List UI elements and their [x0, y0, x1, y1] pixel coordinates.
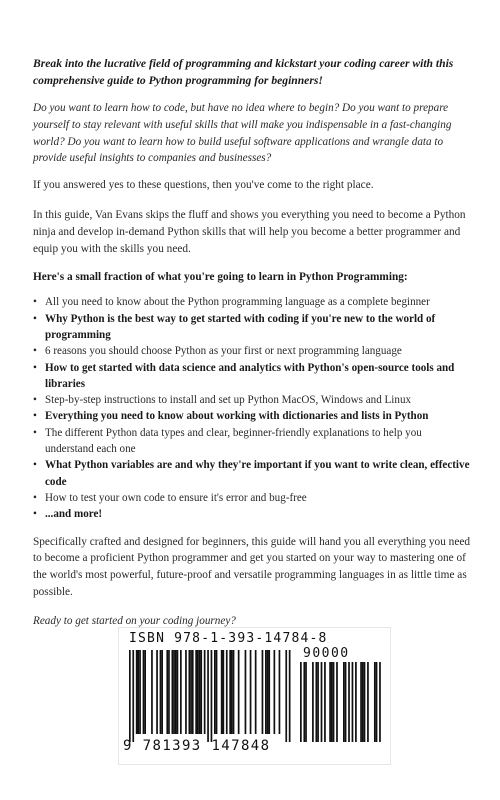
- barcode-bar: [250, 650, 252, 734]
- addon-bar: [317, 662, 319, 742]
- addon-bar: [374, 662, 376, 742]
- bullet-icon: •: [33, 491, 37, 504]
- barcode-bar: [226, 650, 228, 734]
- barcode-bar: [207, 650, 209, 742]
- feature-list-item-text: What Python variables are and why they're important if you want to write clean, effective code: [45, 459, 470, 488]
- barcode-bar: [255, 650, 257, 734]
- feature-list-item-text: Everything you need to know about working with dictionaries and lists in Python: [45, 410, 429, 423]
- addon-bar: [312, 662, 314, 742]
- addon-bar: [367, 662, 369, 742]
- addon-barcode-bars: [300, 662, 382, 742]
- addon-bar: [379, 662, 381, 742]
- answered-paragraph: If you answered yes to these questions, then you've come to the right place.: [33, 179, 374, 192]
- feature-list-item: [33, 490, 470, 506]
- addon-bar: [355, 662, 357, 742]
- bullet-icon: •: [33, 296, 37, 309]
- addon-bar: [315, 662, 317, 742]
- barcode-bar: [190, 650, 192, 734]
- barcode-bar: [223, 650, 225, 734]
- feature-list-item: [33, 294, 470, 310]
- ean-digits: 9 781393 147848: [123, 738, 271, 754]
- barcode-bar: [156, 650, 158, 734]
- barcode-bar: [267, 650, 269, 734]
- bullet-icon: •: [33, 345, 37, 358]
- addon-bar: [331, 662, 333, 742]
- addon-bar: [336, 662, 338, 742]
- bullet-icon: •: [33, 410, 37, 423]
- feature-list: [33, 294, 470, 522]
- barcode-bar: [177, 650, 179, 734]
- barcode-bar: [172, 650, 174, 734]
- barcode-bar: [216, 650, 218, 734]
- addon-bar: [305, 662, 307, 742]
- bullet-icon: •: [33, 508, 37, 521]
- addon-bar: [376, 662, 378, 742]
- feature-list-item: [33, 425, 470, 458]
- addon-bar: [362, 662, 364, 742]
- barcode-bar: [160, 650, 162, 734]
- barcode-bar: [168, 650, 170, 734]
- bullet-icon: •: [33, 459, 37, 472]
- addon-bar: [324, 662, 326, 742]
- barcode-bar: [233, 650, 235, 734]
- barcode-bar: [265, 650, 267, 734]
- feature-list-item-text: How to get started with data science and analytics with Python's open-source tools and libraries: [45, 361, 455, 390]
- barcode-bar: [136, 650, 138, 734]
- addon-bar: [300, 662, 302, 742]
- feature-list-item-text: All you need to know about the Python programming language as a complete beginner: [45, 296, 430, 309]
- barcode-bar: [289, 650, 291, 742]
- addon-bar: [329, 662, 331, 742]
- closing-question: Ready to get started on your coding journey?: [33, 614, 236, 627]
- barcode-bar: [144, 650, 146, 734]
- bullet-icon: •: [33, 361, 37, 374]
- addon-bar: [352, 662, 354, 742]
- ean13-barcode-bars: [129, 650, 297, 742]
- feature-list-item: [33, 343, 470, 359]
- barcode-bar: [262, 650, 264, 734]
- barcode-bar: [175, 650, 177, 734]
- price-code: 90000: [303, 646, 350, 661]
- barcode-bar: [268, 650, 270, 734]
- barcode-bar: [129, 650, 131, 742]
- feature-list-item-text: ...and more!: [45, 508, 103, 521]
- feature-list-item-text: The different Python data types and clear, beginner-friendly explanations to help you understand each one: [45, 426, 422, 456]
- addon-bar: [345, 662, 347, 742]
- barcode-bar: [204, 650, 206, 734]
- addon-bar: [348, 662, 350, 742]
- barcode-bar: [161, 650, 163, 734]
- bullet-icon: •: [33, 426, 37, 439]
- barcode-bar: [199, 650, 201, 734]
- barcode-bar: [238, 650, 240, 734]
- feature-list-item: [33, 506, 470, 522]
- feature-list-item: [33, 311, 470, 344]
- barcode-bar: [245, 650, 247, 734]
- barcode-bar: [132, 650, 134, 742]
- barcode-bar: [200, 650, 202, 734]
- barcode-bar: [139, 650, 141, 734]
- barcode-bar: [274, 650, 276, 734]
- barcode-bar: [229, 650, 231, 734]
- barcode-bar: [195, 650, 197, 734]
- barcode-bar: [285, 650, 287, 742]
- addon-bar: [303, 662, 305, 742]
- addon-bar: [321, 662, 323, 742]
- feature-list-item-text: How to test your own code to ensure it's error and bug-free: [45, 491, 307, 504]
- bullet-icon: •: [33, 394, 37, 407]
- feature-list-item: [33, 392, 470, 408]
- questions-paragraph: Do you want to learn how to code, but have no idea where to begin? Do you want to prepare yourself to stay relevant with useful skills that will make you indispensable in a fast-changing world? Do you want to learn how to build useful software applications and wrangle data to provide useful insights to companies and businesses?: [33, 102, 452, 165]
- barcode-bar: [231, 650, 233, 734]
- barcode-bar: [138, 650, 140, 734]
- barcode-bar: [197, 650, 199, 734]
- addon-bar: [364, 662, 366, 742]
- intro-tagline: Break into the lucrative field of programming and kickstart your coding career with this comprehensive guide to Python programming for beginners!: [33, 57, 454, 87]
- crafted-paragraph: Specifically crafted and designed for beginners, this guide will hand you all everything you need to become a proficient Python programmer and get you started on your way to mastering one of the world's most powerful, future-proof and versatile programming languages in as little time as possible.: [33, 535, 470, 598]
- barcode-bar: [279, 650, 281, 734]
- feature-list-item: [33, 457, 470, 490]
- barcode-bar: [192, 650, 194, 734]
- feature-list-item-text: Step-by-step instructions to install and set up Python MacOS, Windows and Linux: [45, 394, 412, 407]
- bullet-icon: •: [33, 312, 37, 325]
- barcode-bar: [189, 650, 191, 734]
- barcode-bar: [214, 650, 216, 734]
- barcode-bar: [173, 650, 175, 734]
- feature-list-item: [33, 408, 470, 424]
- addon-bar: [360, 662, 362, 742]
- barcode-bar: [143, 650, 145, 734]
- cover-text: [33, 56, 470, 629]
- feature-list-item: [33, 360, 470, 393]
- addon-bar: [333, 662, 335, 742]
- guide-paragraph: In this guide, Van Evans skips the fluff and shows you everything you need to become a Python ninja and develop in-demand Python skills that will help you become a better programmer and equip you with the skills you need.: [33, 208, 466, 255]
- isbn-label: ISBN 978-1-393-14784-8: [129, 631, 328, 646]
- barcode-bar: [151, 650, 153, 734]
- feature-list-item-text: Why Python is the best way to get started with coding if you're new to the world of programming: [45, 312, 436, 341]
- isbn-barcode: [118, 627, 391, 765]
- barcode-bar: [180, 650, 182, 734]
- barcode-bar: [211, 650, 213, 742]
- list-heading: Here's a small fraction of what you're going to learn in Python Programming:: [33, 271, 408, 284]
- addon-bar: [343, 662, 345, 742]
- barcode-bar: [166, 650, 168, 734]
- barcode-bar: [221, 650, 223, 734]
- barcode-bar: [185, 650, 187, 734]
- feature-list-item-text: 6 reasons you should choose Python as your first or next programming language: [45, 345, 402, 358]
